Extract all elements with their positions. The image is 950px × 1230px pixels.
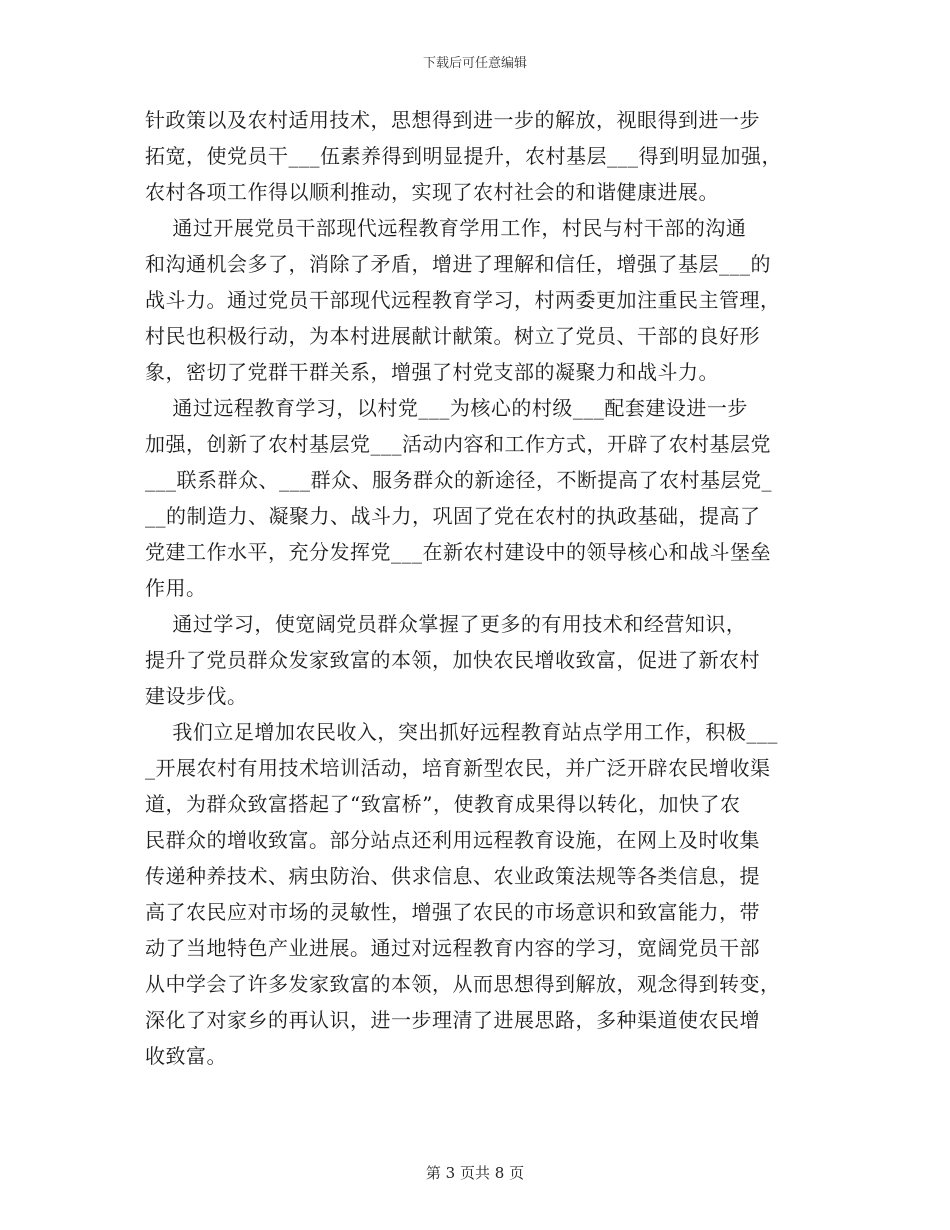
text-line: __的制造力、凝聚力、战斗力，巩固了党在农村的执政基础，提高了 [145, 504, 761, 528]
text-line: 传递种养技术、病虫防治、供求信息、农业政策法规等各类信息，提 [145, 864, 760, 888]
text-line: 通过开展党员干部现代远程教育学用工作，村民与村干部的沟通 [145, 216, 747, 240]
text-line: 农村各项工作得以顺利推动，实现了农村社会的和谐健康进展。 [145, 180, 719, 204]
page-footer: 第 3 页共 8 页 [425, 1164, 525, 1182]
text-line: 从中学会了许多发家致富的本领，从而思想得到解放，观念得到转变， [145, 972, 781, 996]
text-line: 和沟通机会多了，消除了矛盾，增进了理解和信任，增强了基层___的 [145, 252, 771, 276]
text-line: 拓宽，使党员干___伍素养得到明显提升，农村基层___得到明显加强， [145, 144, 782, 168]
text-line: 动了当地特色产业进展。通过对远程教育内容的学习，宽阔党员干部 [145, 936, 760, 960]
text-line: 道，为群众致富搭起了“致富桥”，使教育成果得以转化，加快了农 [145, 792, 741, 816]
text-line: 通过学习，使宽阔党员群众掌握了更多的有用技术和经营知识， [145, 612, 747, 636]
page-header: 下载后可任意编辑 [422, 56, 527, 71]
text-line: 针政策以及农村适用技术，思想得到进一步的解放，视眼得到进一步 [145, 108, 760, 132]
text-line: 通过远程教育学习，以村党___为核心的村级___配套建设进一步 [145, 396, 748, 420]
text-line: 深化了对家乡的再认识，进一步理清了进展思路，多种渠道使农民增 [145, 1008, 760, 1032]
text-line: 提升了党员群众发家致富的本领，加快农民增收致富，促进了新农村 [145, 648, 760, 672]
text-line: 收致富。 [145, 1044, 227, 1068]
text-line: 村民也积极行动，为本村进展献计献策。树立了党员、干部的良好形 [145, 324, 760, 348]
document-body [145, 102, 815, 1074]
text-line: 高了农民应对市场的灵敏性，增强了农民的市场意识和致富能力，带 [145, 900, 760, 924]
text-line: 战斗力。通过党员干部现代远程教育学习，村两委更加注重民主管理， [145, 288, 781, 312]
text-line: 建设步伐。 [145, 684, 248, 708]
text-line: 象，密切了党群干群关系，增强了村党支部的凝聚力和战斗力。 [145, 360, 719, 384]
text-line: 加强，创新了农村基层党___活动内容和工作方式，开辟了农村基层党 [145, 432, 771, 456]
text-line: 我们立足增加农民收入，突出抓好远程教育站点学用工作，积极___ [145, 720, 778, 744]
text-line: 作用。 [145, 576, 207, 600]
text-line: ___联系群众、___群众、服务群众的新途径，不断提高了农村基层党_ [145, 468, 772, 492]
text-line: _开展农村有用技术培训活动，培育新型农民，并广泛开辟农民增收渠 [145, 756, 771, 780]
text-line: 党建工作水平，充分发挥党___在新农村建设中的领导核心和战斗堡垒 [145, 540, 771, 564]
text-line: 民群众的增收致富。部分站点还利用远程教育设施，在网上及时收集 [145, 828, 760, 852]
